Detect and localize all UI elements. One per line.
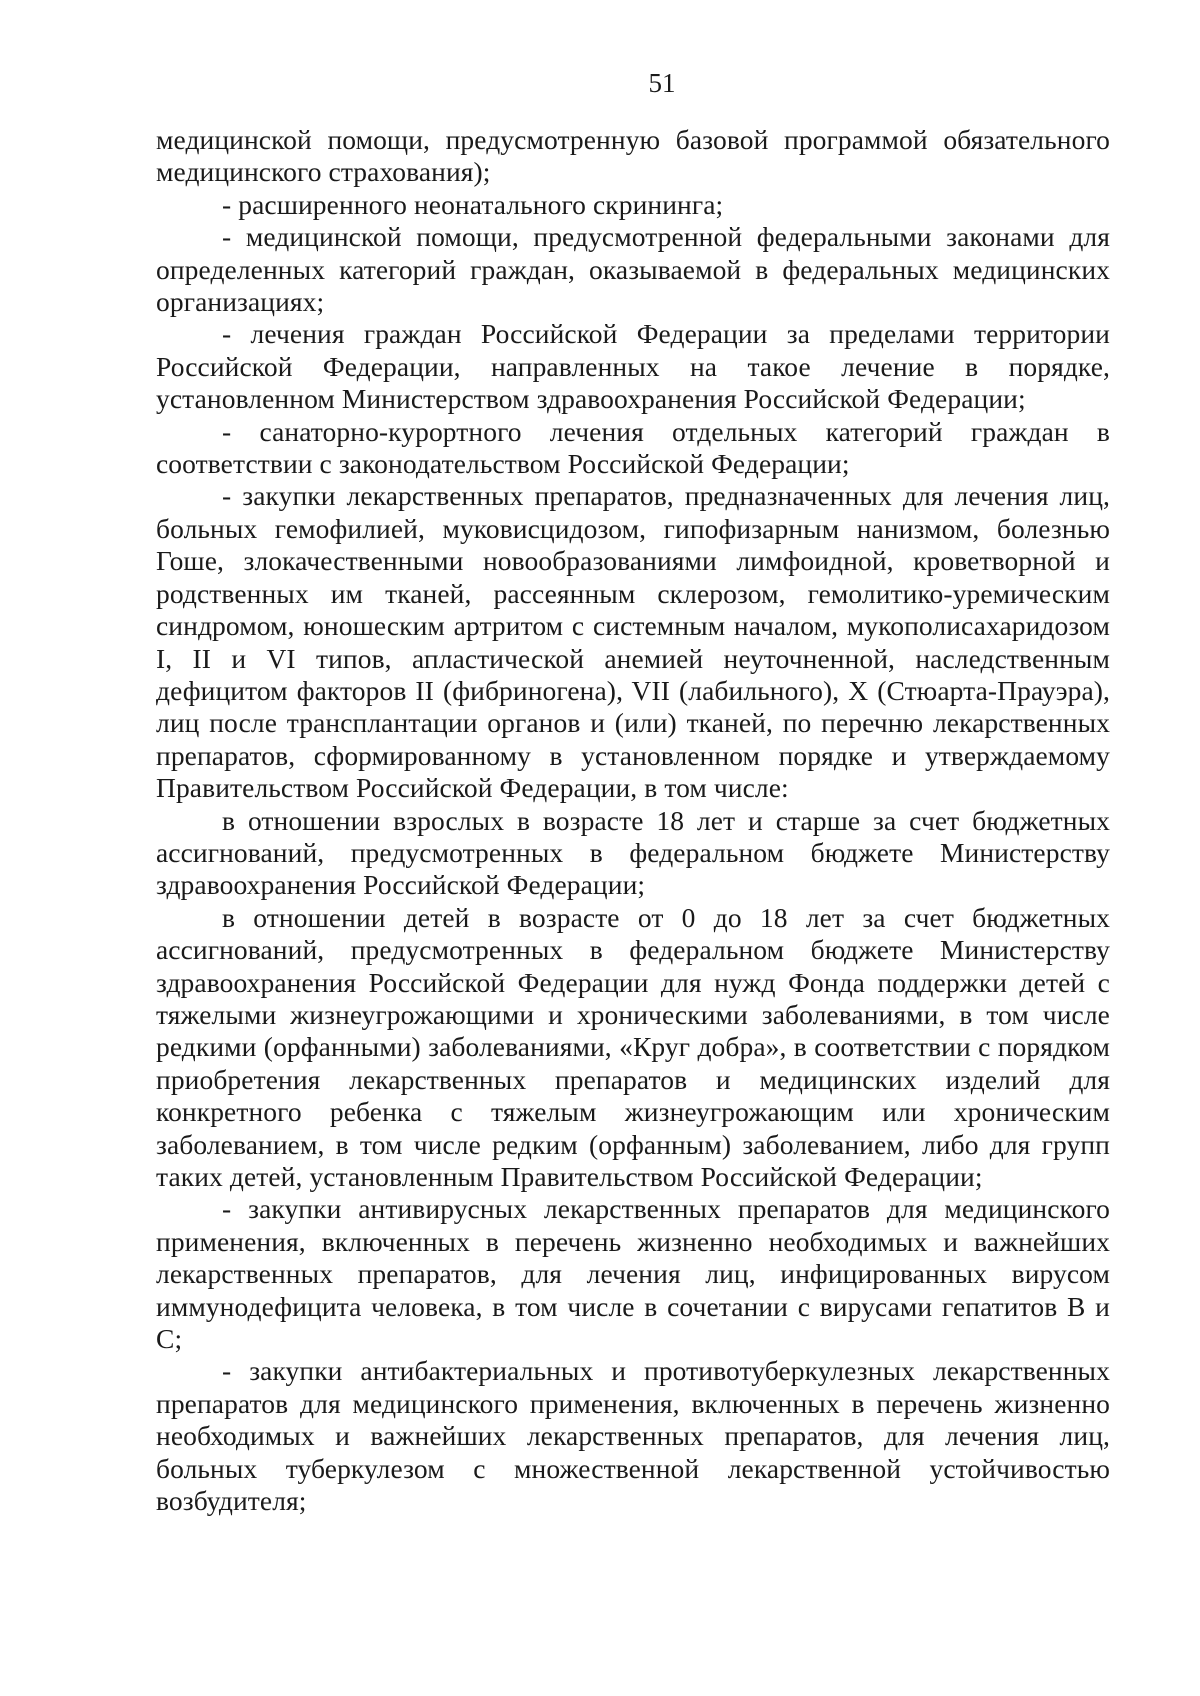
paragraph-federal-medical-care: - медицинской помощи, предусмотренной федеральными законами для определенных категорий граждан, оказываемой в федеральных медицинских организациях; <box>156 221 1110 318</box>
paragraph-adults: в отношении взрослых в возрасте 18 лет и старше за счет бюджетных ассигнований, предусмотренных в федеральном бюджете Министерству здравоохранения Российской Федерации; <box>156 804 1110 901</box>
paragraph-antiviral-procurement: - закупки антивирусных лекарственных препаратов для медицинского применения, включенных в перечень жизненно необходимых и важнейших лекарственных препаратов, для лечения лиц, инфицированных вирусом иммунодефицита человека, в том числе в сочетании с вирусами гепатитов B и C; <box>156 1193 1110 1355</box>
document-body <box>156 124 1110 1517</box>
paragraph-sanatorium-treatment: - санаторно-курортного лечения отдельных категорий граждан в соответствии с законодательством Российской Федерации; <box>156 415 1110 480</box>
paragraph-neonatal-screening: - расширенного неонатального скрининга; <box>222 188 724 220</box>
paragraph-children: в отношении детей в возрасте от 0 до 18 лет за счет бюджетных ассигнований, предусмотренных в федеральном бюджете Министерству здравоохранения Российской Федерации для нужд Фонда поддержки детей с тяжелыми жизнеугрожающими и хроническими заболеваниями, в том числе редкими (орфанными) заболеваниями, «Круг добра», в соответствии с порядком приобретения лекарственных препаратов и медицинских изделий для конкретного ребенка с тяжелым жизнеугрожающим или хроническим заболеванием, в том числе редким (орфанным) заболеванием, либо для групп таких детей, установленным Правительством Российской Федерации; <box>156 901 1110 1192</box>
paragraph-drug-procurement: - закупки лекарственных препаратов, предназначенных для лечения лиц, больных гемофилией, муковисцидозом, гипофизарным нанизмом, болезнью Гоше, злокачественными новообразованиями лимфоидной, кроветворной и родственных им тканей, рассеянным склерозом, гемолитико-уремическим синдромом, юношеским артритом с системным началом, мукополисахаридозом I, II и VI типов, апластической анемией неуточненной, наследственным дефицитом факторов II (фибриногена), VII (лабильного), X (Стюарта-Прауэра), лиц после трансплантации органов и (или) тканей, по перечню лекарственных препаратов, сформированному в установленном порядке и утверждаемому Правительством Российской Федерации, в том числе: <box>156 480 1110 804</box>
paragraph-continuation: медицинской помощи, предусмотренную базовой программой обязательного медицинского страхования); <box>156 124 1110 188</box>
page-number: 51 <box>648 68 676 98</box>
paragraph-treatment-abroad: - лечения граждан Российской Федерации за пределами территории Российской Федерации, направленных на такое лечение в порядке, установленном Министерством здравоохранения Российской Федерации; <box>156 318 1110 415</box>
paragraph-antibacterial-procurement: - закупки антибактериальных и противотуберкулезных лекарственных препаратов для медицинского применения, включенных в перечень жизненно необходимых и важнейших лекарственных препаратов, для лечения лиц, больных туберкулезом с множественной лекарственной устойчивостью возбудителя; <box>156 1355 1110 1517</box>
